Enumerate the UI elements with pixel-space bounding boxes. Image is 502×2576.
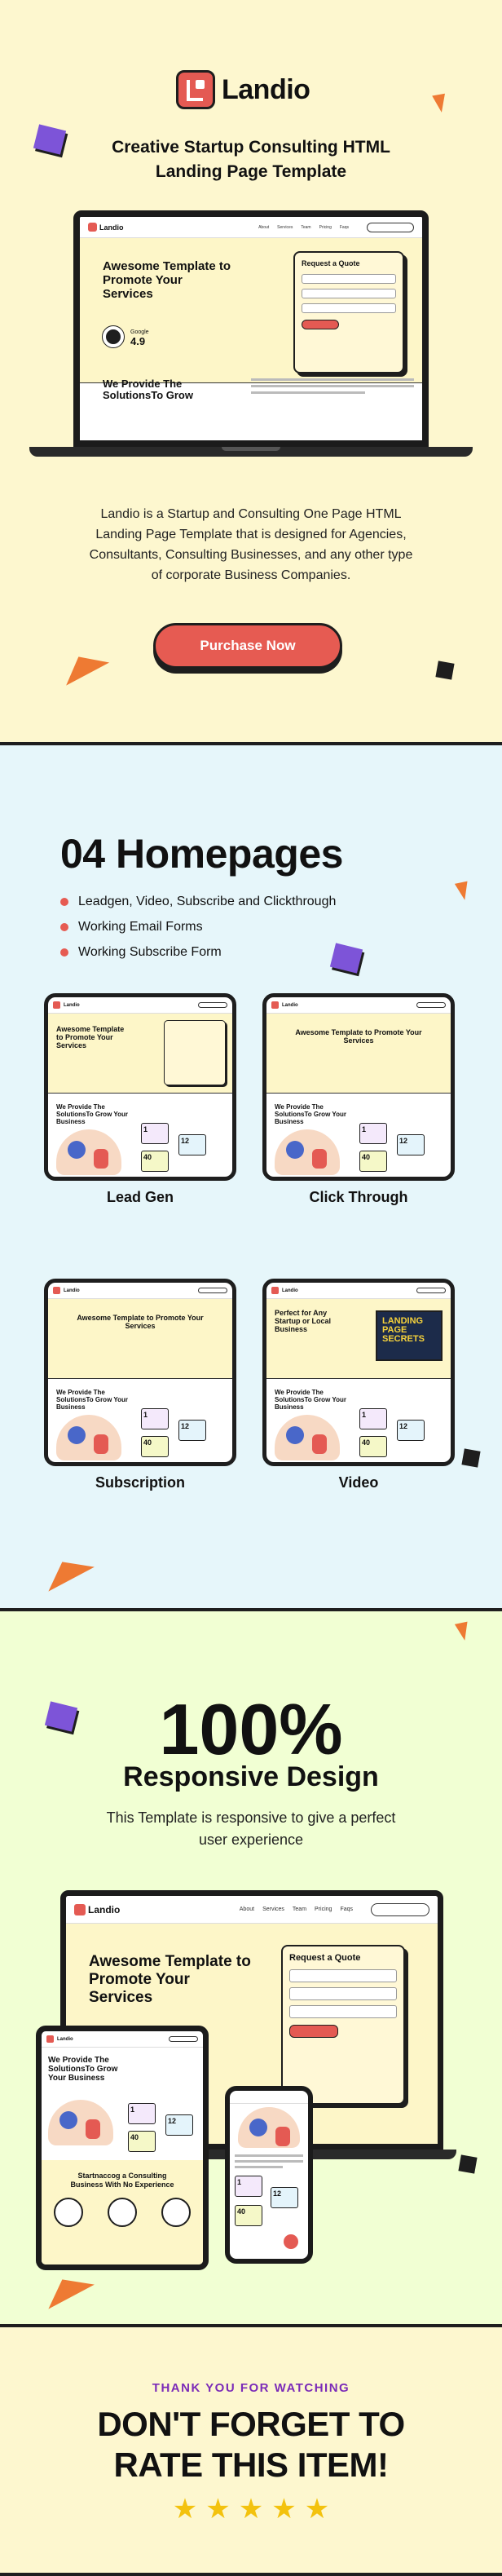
card-hero-heading: Awesome Template to Promote Your Services [56,1025,125,1049]
orange-triangle-decoration [455,881,471,902]
rating-stars[interactable] [0,2495,502,2523]
hero-title-line-2: Landing Page Template [155,162,347,181]
preview-form-title: Request a Quote [302,259,360,267]
preview-field [289,1987,397,2000]
brand-name: Landio [222,73,310,105]
stat-box: 40 [359,1151,387,1172]
responsive-description-line: This Template is responsive to give a perfect [106,1809,396,1826]
preview-nav-team: Team [292,1907,307,1912]
preview-hero [80,238,422,383]
preview-nav-about: About [239,1907,255,1912]
feature-item: Working Email Forms [60,914,336,939]
preview-hero-heading: Awesome Template to Promote Your Services [89,1953,251,2006]
phone-device [225,2086,313,2264]
logo-icon [176,70,215,109]
play-icon [103,326,124,347]
card-hero-heading: Perfect for Any Startup or Local Business [275,1309,332,1333]
card-navbar [48,1283,232,1299]
preview-submit-button [302,320,339,329]
preview-rating-value: 4.9 [130,335,146,347]
preview-rating-source: Google [130,329,149,335]
preview-quote-form [281,1945,405,2105]
hero-title [0,135,502,184]
hero-description-line: Landio is a Startup and Consulting One Page HTML [100,507,402,521]
preview-navbar [66,1896,438,1924]
hero-description-line: Landing Page Template that is designed for Agencies, [95,528,407,541]
orange-kite-decoration [57,645,109,685]
card-brand: Landio [282,1288,298,1293]
scroll-top-icon[interactable] [284,2234,298,2249]
rate-heading [0,2404,502,2485]
brand-logo[interactable] [176,70,310,109]
card-lower-heading: We Provide The SolutionsTo Grow Your Business [56,1103,128,1125]
card-phone-button [198,1002,227,1008]
card-hero [48,1299,232,1379]
preview-nav-services: Services [262,1907,284,1912]
hero-description [73,504,429,585]
logo-icon [88,223,97,232]
laptop-screen [73,210,429,447]
homepage-card-subscription[interactable] [44,1279,236,1491]
stat-box: 40 [235,2205,262,2226]
stat-box: 12 [397,1420,425,1441]
illustration-image [48,2100,113,2145]
card-label: Subscription [95,1474,185,1491]
preview-nav-pricing: Pricing [319,224,332,230]
logo-icon [53,1287,60,1294]
illustration-image [238,2107,300,2148]
feature-icon [108,2198,137,2227]
stat-box: 40 [141,1436,169,1457]
preview-field [289,2005,397,2018]
stat-box: 1 [359,1408,387,1429]
tablet-device [36,2026,209,2270]
homepage-card-click-through[interactable] [262,993,455,1206]
card-navbar [266,1283,451,1299]
preview-lower-heading: We Provide The SolutionsTo Grow [103,378,193,401]
illustration-image [56,1129,121,1175]
homepage-card-lead-gen[interactable] [44,993,236,1206]
feature-icon [54,2198,83,2227]
hero-section [0,0,502,745]
card-hero [266,1299,451,1379]
card-preview [262,1279,455,1466]
card-preview [44,993,236,1181]
hero-description-line: Consultants, Consulting Businesses, and any other type [89,548,413,562]
card-stats [358,1405,447,1462]
stat-box: 1 [235,2176,262,2197]
preview-nav-faqs: Faqs [340,1907,353,1912]
orange-triangle-decoration [432,94,448,113]
black-square-decoration [461,1448,480,1467]
preview-form-title: Request a Quote [289,1953,361,1963]
feature-item: Working Subscribe Form [60,939,336,965]
preview-text-lines [251,378,414,398]
star-icon[interactable]: ★ [271,2494,297,2525]
black-square-decoration [435,661,454,679]
preview-rating [130,329,149,347]
stat-box: 12 [178,1420,206,1441]
stat-box: 12 [271,2187,298,2208]
stat-box: 40 [141,1151,169,1172]
card-brand: Landio [282,1002,298,1008]
video-thumbnail-text: LANDING PAGE SECRETS [382,1316,425,1344]
card-phone-button [416,1002,446,1008]
card-lower-heading: We Provide The SolutionsTo Grow Your Business [275,1103,346,1125]
stat-box: 1 [141,1123,169,1144]
preview-brand: Landio [88,1903,121,1915]
preview-nav-services: Services [277,224,293,230]
preview-nav-links [258,225,349,230]
star-icon[interactable]: ★ [205,2494,231,2525]
preview-phone-button [367,223,414,232]
homepage-card-video[interactable] [262,1279,455,1491]
feature-list [60,889,336,965]
logo-icon [271,1001,279,1009]
tablet-heading: We Provide The SolutionsTo Grow Your Business [48,2056,118,2083]
stat-box: 12 [178,1134,206,1155]
card-lower-heading: We Provide The SolutionsTo Grow Your Business [56,1389,128,1411]
phone-navbar [230,2091,308,2104]
card-phone-button [198,1288,227,1293]
preview-field [302,274,396,284]
black-square-decoration [458,2154,477,2173]
logo-icon [271,1287,279,1294]
rate-heading-line: RATE THIS ITEM! [113,2446,389,2484]
responsive-description-line: user experience [198,1831,304,1848]
laptop-preview [29,210,473,457]
phone-text-lines [235,2154,303,2172]
illustration-image [275,1415,340,1460]
card-navbar [48,997,232,1014]
preview-nav-faqs: Faqs [339,224,349,230]
preview-brand: Landio [99,223,124,232]
card-hero-heading: Awesome Template to Promote Your Services [295,1028,422,1045]
card-hero-heading: Awesome Template to Promote Your Services [77,1314,204,1330]
card-phone-button [416,1288,446,1293]
rate-heading-line: DON'T FORGET TO [97,2405,405,2443]
stat-box: 1 [359,1123,387,1144]
logo-icon [74,1904,86,1915]
tablet-phone-button [169,2036,198,2042]
laptop-base [29,447,473,457]
tablet-feature-icons [42,2198,203,2227]
card-navbar [42,2031,203,2048]
preview-nav-pricing: Pricing [315,1907,332,1912]
stat-box: 40 [128,2131,156,2152]
hero-description-line: of corporate Business Companies. [151,568,351,582]
logo-icon [53,1001,60,1009]
homepages-heading: 04 Homepages [60,831,343,877]
card-brand: Landio [64,1002,80,1008]
preview-quote-form [293,251,404,373]
card-label: Click Through [309,1189,408,1205]
star-icon[interactable]: ★ [304,2494,330,2525]
preview-nav-links [240,1907,353,1912]
card-quote-form [164,1020,226,1085]
star-icon[interactable]: ★ [238,2494,264,2525]
tablet-stats [126,2100,209,2157]
preview-logo [88,223,124,232]
purchase-now-button[interactable]: Purchase Now [153,623,342,669]
preview-nav-team: Team [301,224,311,230]
responsive-heading: Responsive Design [123,1761,379,1792]
preview-submit-button [289,2025,338,2038]
orange-kite-decoration [39,1549,95,1591]
stat-box: 12 [165,2114,193,2136]
logo-icon [46,2035,54,2043]
preview-nav-about: About [258,224,270,230]
preview-hero-heading: Awesome Template to Promote Your Services [103,259,231,301]
preview-navbar [80,217,422,238]
stat-box: 1 [128,2103,156,2124]
card-stats [358,1120,447,1177]
card-brand: Landio [64,1288,80,1293]
stat-box: 1 [141,1408,169,1429]
card-preview [44,1279,236,1466]
tablet-brand: Landio [57,2036,73,2042]
feature-icon [161,2198,191,2227]
responsive-description [49,1807,453,1851]
card-hero [48,1014,232,1094]
card-preview [262,993,455,1181]
card-lower-heading: We Provide The SolutionsTo Grow Your Business [275,1389,346,1411]
card-navbar [266,997,451,1014]
preview-phone-button [371,1903,429,1916]
thank-you-text: THANK YOU FOR WATCHING [152,2381,350,2395]
illustration-image [275,1129,340,1175]
card-stats [139,1405,229,1462]
illustration-image [56,1415,121,1460]
tablet-section-title: Startnaccog a Consulting Business With No Experience [70,2172,174,2189]
stat-box: 12 [397,1134,425,1155]
site-preview [80,217,422,440]
preview-field [302,289,396,298]
feature-item: Leadgen, Video, Subscribe and Clickthrough [60,889,336,914]
star-icon[interactable]: ★ [172,2494,198,2525]
responsive-percent: 100% [159,1689,343,1770]
stat-box: 40 [359,1436,387,1457]
preview-field [302,303,396,313]
card-hero [266,1014,451,1094]
orange-kite-decoration [39,2267,95,2309]
card-label: Lead Gen [106,1189,174,1205]
preview-logo [74,1904,120,1915]
orange-triangle-decoration [455,1622,471,1642]
preview-field [289,1969,397,1982]
video-thumbnail [376,1310,443,1361]
card-label: Video [338,1474,379,1491]
card-stats [139,1120,229,1177]
hero-title-line-1: Creative Startup Consulting HTML [112,138,390,157]
